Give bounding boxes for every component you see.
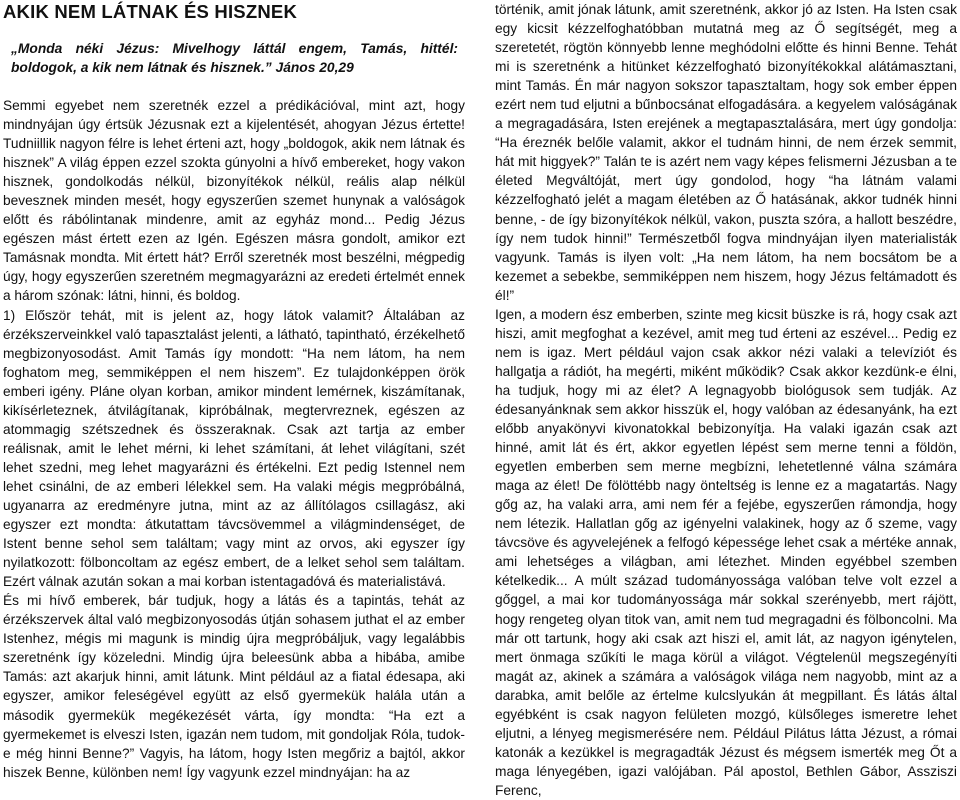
left-column	[3, 0, 465, 782]
paragraph: Semmi egyebet nem szeretnék ezzel a prédikációval, mint azt, hogy mindnyájan úgy értsük Jézusnak ezt a kijelentését, ahogyan Jézus értette! Tudniillik nagyon félre is lehet érteni azt, hogy „boldogok, akik nem látnak és hisznek” A világ éppen ezzel szokta gúnyolni a hívő embereket, hogy vakon hisznek, gondolkodás nélkül, bizonyítékok nélkül, reális alap nélkül bevesznek minden mesét, hogy egyszerűen szemet hunynak a valóságok előtt és rábólintanak mindenre, amit az egyház mond... Pedig Jézus egészen mást értett ezen az Igén. Egészen másra gondolt, amikor ezt Tamásnak mondta. Mit értett hát? Erről szeretnék most beszélni, mégpedig úgy, hogy egyszerűen szeretném megmagyarázni az eredeti értelmét ennek a három szónak: látni, hinni, és boldog.	[3, 98, 465, 304]
document-title: AKIK NEM LÁTNAK ÉS HISZNEK	[3, 1, 298, 22]
paragraph: 1) Először tehát, mit is jelent az, hogy látok valamit? Általában az érzékszerveinkkel való tapasztalást jelenti, a látható, tapintható, érzékelhető megbizonyosodást. Amit Tamás így mondott: “Ha nem látom, ha nem foghatom meg, semmiképpen el nem hiszem”. Ez tulajdonképpen örök emberi igény. Pláne olyan korban, amikor mindent lemérnek, kiszámítanak, kikísérleteznek, átvilágítanak, kipróbálnak, megtervreznek, egészen az atommagig szétszednek és összeraknak. Csak azt tartja az ember reálisnak, amit le lehet mérni, ki lehet számítani, át lehet világítani, szét lehet szedni, meg lehet magyarázni és értékelni. Ezt pedig Istennel nem lehet csinálni, de az emberi lélekkel sem. Ha valaki mégis megpróbálná, ugyanarra az eredményre jutna, mint az az állítólagos csillagász, aki egyszer ezt mondta: átkutattam távcsövemmel a világmindenséget, de Istent benne sehol sem találtam; vagy mint az orvos, aki egyszer így nyilatkozott: fölboncoltam az egész embert, de a lelket sehol sem találtam. Ezért válnak azután sokan a mai korban istentagadóvá és materialistává.	[3, 307, 465, 590]
motto-quote: „Monda néki Jézus: Mivelhogy láttál engem, Tamás, hittél: boldogok, a kik nem látnak és hisznek.” János 20,29	[11, 41, 458, 75]
paragraph: Igen, a modern ész emberben, szinte meg kicsit büszke is rá, hogy csak azt hiszi, amit megfoghat a kezével, amit meg tud érteni az eszével... Pedig ez nem is igaz. Mert például vajon csak akkor nézi valaki a televíziót és hallgatja a rádiót, ha megérti, miként működik? Csak akkor kezdünk-e élni, ha tudjuk, hogy mi az élet? A legnagyobb biológusok sem tudják. Az édesanyánknak sem akkor hisszük el, hogy valóban az édesanyánk, ha ezt előbb anyakönyvi kivonatokkal bebizonyítja. Ha valaki igazán csak azt hinné, amit lát és ért, akkor egyetlen lépést sem merne tenni a földön, egyetlen emberben sem merne megbízni, lehetetlenné válna számára maga az élet! De fölöttébb nagy önteltség is lenne ez a magatartás. Nagy gőg az, ha valaki arra, ami nem fér a fejébe, egyszerűen rámondja, hogy nem létezik. Hallatlan gőg az igényelni valakinek, hogy az ő szeme, vagy távcsöve és agyvelejének a felfogó képessége lehet csak a mértéke annak, ami lehetséges a világban, ami létezhet. Minden egyébbel szemben kételkedik... A múlt század tudományossága valóban telve volt ezzel a gőggel, a mai kor tudományossága már sokkal szerényebb, mert rájött, hogy rengeteg olyan titok van, amit nem tud megragadni és fölboncolni. Ma már ott tartunk, hogy aki csak azt hiszi el, amit lát, az nagyon igénytelen, mert önmaga szűkíti le maga körül a világot. Végtelenül megszegényíti magát az, akinek a számára a valóságok világa nem nagyobb, mint az a darabka, amit belőle az értelme kulcslyukán át megpillant. És látás által egyébként is csak nagyon felületen mozgó, külsőleges ismeretre lehet eljutni, a lényeg megismerésére nem. Például Pilátus látta Jézust, a római katonák a kezükkel is megragadták Jézust és mégsem ismerték meg Őt a maga lényegében, igazi valójában. Pál apostol, Bethlen Gábor, Assziszi Ferenc,	[495, 306, 957, 798]
right-column	[495, 0, 957, 800]
paragraph: És mi hívő emberek, bár tudjuk, hogy a látás és a tapintás, tehát az érzékszervek által való megbizonyosodás útján sohasem juthat el az ember Istenhez, mégis mi magunk is mindig újra megpróbáljuk, vagy legalábbis szeretnénk így közeledni. Mindig újra beleesünk abba a hibába, amibe Tamás: azt akarjuk hinni, amit látunk. Mint például az a fiatal édesapa, aki egyszer, amikor feleségével együtt az első gyermekük halála után a második gyermekük megékezését várta, így mondta: “Ha ezt a gyermekemet is elveszi Isten, igazán nem tudom, mit gondoljak Róla, tudok-e még hinni Benne?” Vagyis, ha látom, hogy Isten megőriz a bajtól, akkor hiszek Benne, különben nem! Így vagyunk ezzel mindnyájan: ha az	[3, 593, 465, 780]
paragraph: történik, amit jónak látunk, amit szeretnénk, akkor jó az Isten. Ha Isten csak egy kicsit kézzelfoghatóbban mutatná meg az Ő segítségét, meg a szeretetét, rögtön könnyebb lenne meghódolni előtte és hinni Benne. Tehát mi is szeretnénk a hitünket kézzelfogható bizonyítékokkal alátámasztani, mint Tamás. Én már nagyon sokszor tapasztaltam, hogy sok ember éppen ezért nem tud eljutni a bűnbocsánat elfogadására. a kegyelem valóságának a megragadására, Isten erejének a megtapasztalására, mert úgy gondolja: “Ha éreznék belőle valamit, akkor el tudnám hinni, de nem érzek semmit, hát mit higgyek?” Talán te is azért nem vagy képes felismerni Jézusban a te életed Megváltóját, mert úgy gondolod, hogy “ha látnám valami kézzelfogható jelét a magam életében az Ő hatásának, akkor tudnék hinni benne, - de így bizonyítékok nélkül, vakon, puszta szóra, a hallott beszédre, így nem tudok hinni!” Természetből fogva mindnyájan ilyen materialisták vagyunk. Tamás is ilyen volt: „Ha nem látom, ha nem bocsátom be a kezemet a sebekbe, semmiképpen nem hiszem, hogy Jézus feltámadott és él!”	[495, 2, 957, 303]
